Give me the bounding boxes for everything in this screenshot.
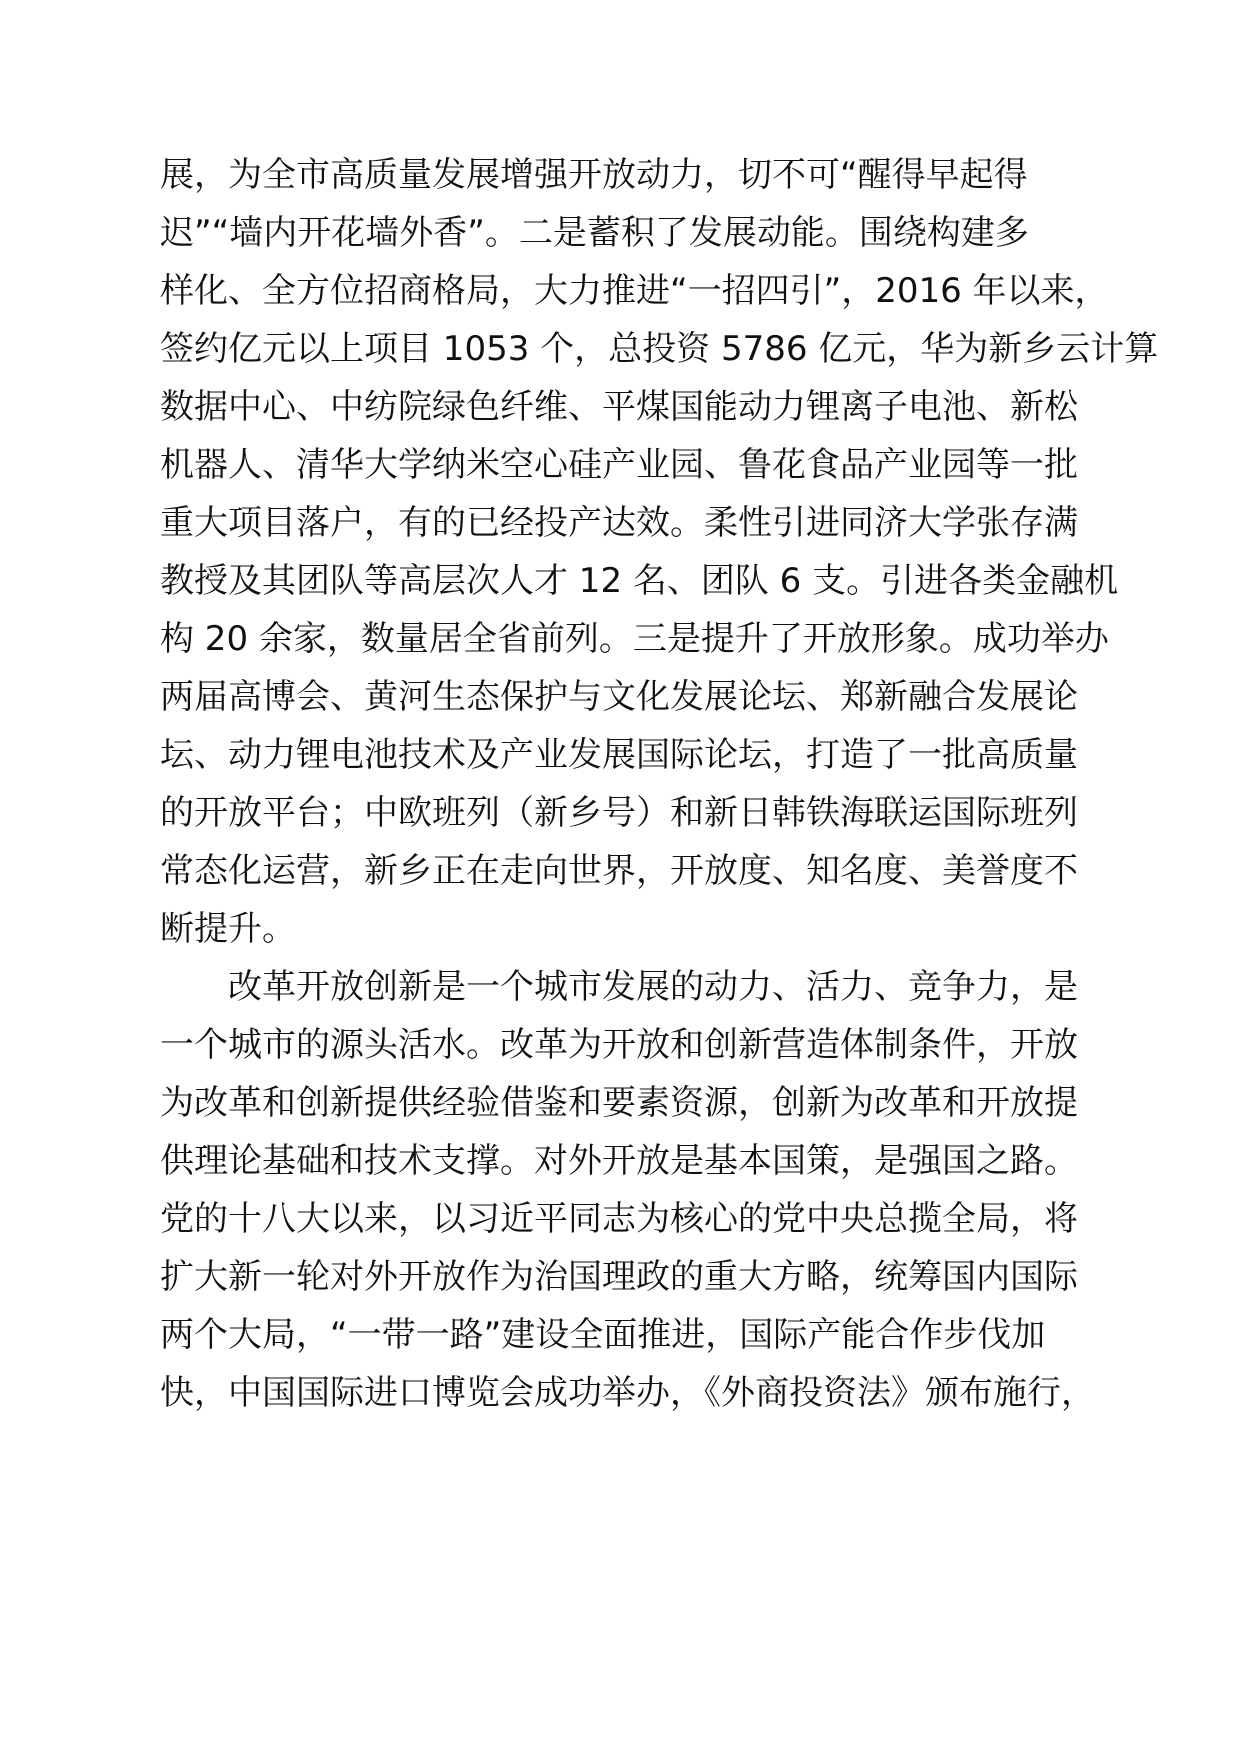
text-line: 构 20 余家，数量居全省前列。三是提升了开放形象。成功举办 (160, 619, 1109, 659)
text-line: 为改革和创新提供经验借鉴和要素资源，创新为改革和开放提 (160, 1083, 1078, 1123)
text-line: 坛、动力锂电池技术及产业发展国际论坛，打造了一批高质量 (160, 735, 1078, 775)
text-line: 教授及其团队等高层次人才 12 名、团队 6 支。引进各类金融机 (160, 561, 1119, 601)
text-line: 展，为全市高质量发展增强开放动力，切不可“醒得早起得 (160, 155, 1028, 195)
text-line: 党的十八大以来，以习近平同志为核心的党中央总揽全局，将 (160, 1199, 1078, 1239)
text-line: 重大项目落户，有的已经投产达效。柔性引进同济大学张存满 (160, 503, 1078, 543)
text-line: 一个城市的源头活水。改革为开放和创新营造体制条件，开放 (160, 1025, 1078, 1065)
text-line: 快，中国国际进口博览会成功举办，《外商投资法》颁布施行， (160, 1373, 1095, 1413)
text-line: 两个大局，“一带一路”建设全面推进，国际产能合作步伐加 (160, 1315, 1046, 1355)
text-line: 断提升。 (160, 909, 296, 949)
text-line: 扩大新一轮对外开放作为治国理政的重大方略，统筹国内国际 (160, 1257, 1078, 1297)
text-line: 供理论基础和技术支撑。对外开放是基本国策，是强国之路。 (160, 1141, 1078, 1181)
text-line: 数据中心、中纺院绿色纤维、平煤国能动力锂离子电池、新松 (160, 387, 1078, 427)
text-line: 签约亿元以上项目 1053 个，总投资 5786 亿元，华为新乡云计算 (160, 329, 1159, 369)
text-line: 迟”“墙内开花墙外香”。二是蓄积了发展动能。围绕构建多 (160, 213, 1029, 253)
text-line: 的开放平台；中欧班列（新乡号）和新日韩铁海联运国际班列 (160, 793, 1078, 833)
text-line: 机器人、清华大学纳米空心硅产业园、鲁花食品产业园等一批 (160, 445, 1078, 485)
paragraph-first-line: 改革开放创新是一个城市发展的动力、活力、竞争力，是 (228, 967, 1078, 1007)
text-line: 常态化运营，新乡正在走向世界，开放度、知名度、美誉度不 (160, 851, 1078, 891)
text-line: 样化、全方位招商格局，大力推进“一招四引”，2016 年以来， (160, 271, 1109, 311)
text-line: 两届高博会、黄河生态保护与文化发展论坛、郑新融合发展论 (160, 677, 1078, 717)
